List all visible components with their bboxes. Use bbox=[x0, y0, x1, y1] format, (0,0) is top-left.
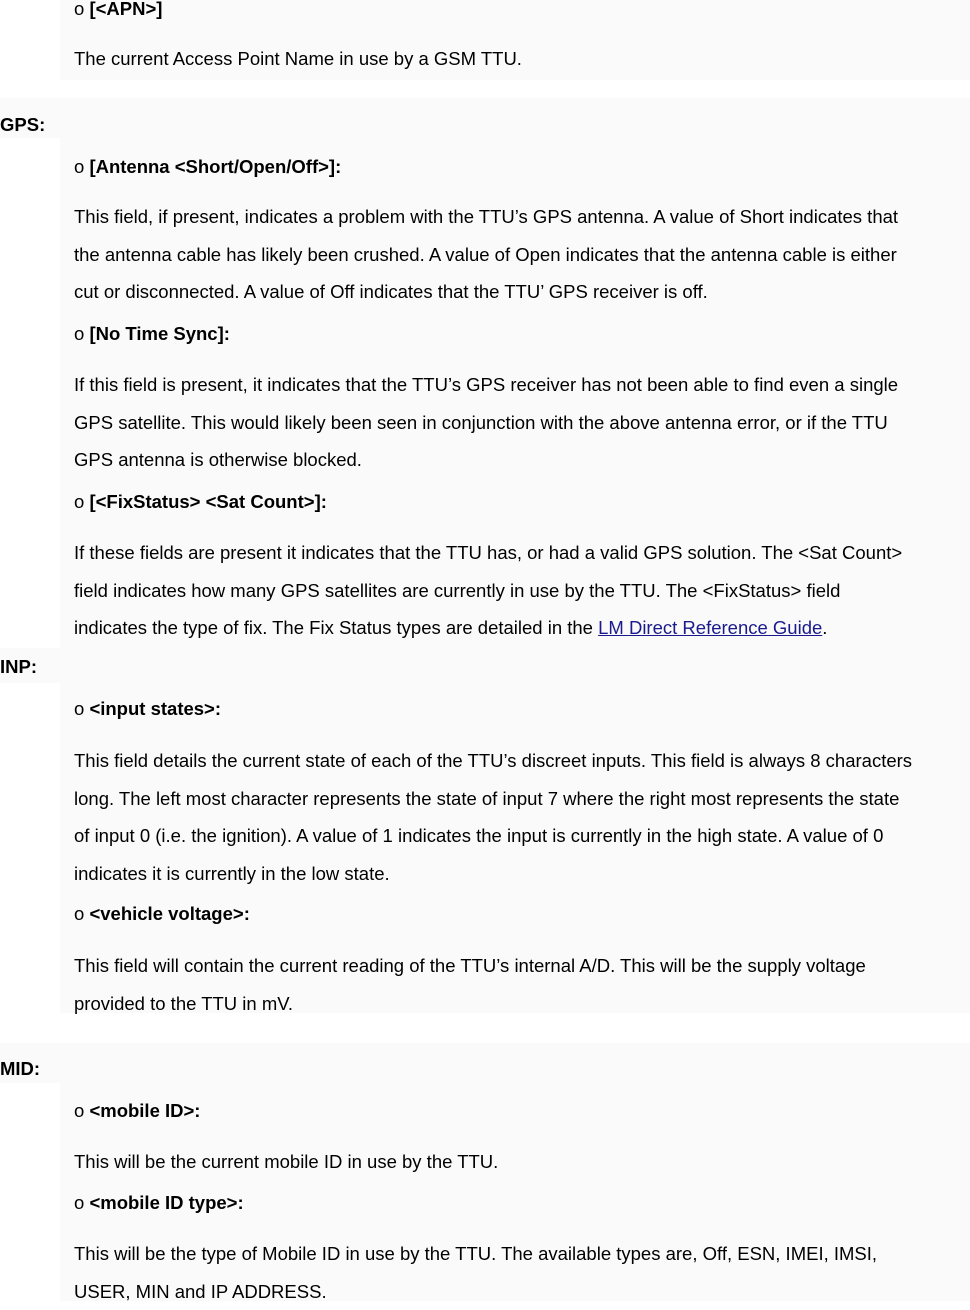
field-description bbox=[74, 1143, 970, 1181]
description-line: This field will contain the current reading of the TTU’s internal A/D. This will be the supply voltage bbox=[74, 947, 970, 985]
field-term: <mobile ID type>: bbox=[89, 1192, 243, 1213]
field-term: [Antenna <Short/Open/Off>]: bbox=[89, 156, 341, 177]
description-line: This will be the type of Mobile ID in use by the TTU. The available types are, Off, ESN, IMEI, IMSI, bbox=[74, 1235, 970, 1273]
field-apn bbox=[74, 0, 162, 20]
field-description bbox=[74, 742, 970, 892]
field-fix-status bbox=[74, 491, 327, 513]
field-description bbox=[74, 534, 970, 647]
section-heading-gps: GPS: bbox=[0, 114, 45, 136]
field-vehicle-voltage bbox=[74, 903, 250, 925]
field-antenna bbox=[74, 156, 341, 178]
field-term: <mobile ID>: bbox=[89, 1100, 200, 1121]
bullet-marker: o bbox=[74, 698, 84, 719]
description-line: USER, MIN and IP ADDRESS. bbox=[74, 1273, 970, 1310]
description-line: of input 0 (i.e. the ignition). A value of 1 indicates the input is currently in the high state. A value of 0 bbox=[74, 817, 970, 855]
bullet-marker: o bbox=[74, 1192, 84, 1213]
field-description bbox=[74, 366, 970, 479]
field-term: <vehicle voltage>: bbox=[89, 903, 249, 924]
field-description bbox=[74, 40, 970, 78]
description-line: provided to the TTU in mV. bbox=[74, 985, 970, 1023]
section-heading-mid: MID: bbox=[0, 1058, 40, 1080]
bullet-marker: o bbox=[74, 0, 84, 19]
description-line: This field, if present, indicates a problem with the TTU’s GPS antenna. A value of Short indicates that bbox=[74, 198, 970, 236]
description-line bbox=[74, 609, 970, 647]
field-term: [<APN>] bbox=[89, 0, 162, 19]
field-term: [No Time Sync]: bbox=[89, 323, 229, 344]
field-no-time-sync bbox=[74, 323, 230, 345]
description-line: This will be the current mobile ID in use by the TTU. bbox=[74, 1143, 970, 1181]
background-band bbox=[0, 98, 970, 138]
bullet-marker: o bbox=[74, 1100, 84, 1121]
field-description bbox=[74, 947, 970, 1022]
field-mobile-id-type bbox=[74, 1192, 244, 1214]
field-mobile-id bbox=[74, 1100, 200, 1122]
description-line: field indicates how many GPS satellites are currently in use by the TTU. The <FixStatus> field bbox=[74, 572, 970, 610]
description-line: If these fields are present it indicates that the TTU has, or had a valid GPS solution. The <Sat Count> bbox=[74, 534, 970, 572]
background-band bbox=[0, 1043, 970, 1083]
section-heading-inp: INP: bbox=[0, 656, 37, 678]
description-line: The current Access Point Name in use by a GSM TTU. bbox=[74, 40, 970, 78]
bullet-marker: o bbox=[74, 156, 84, 177]
description-line: long. The left most character represents the state of input 7 where the right most represents the state bbox=[74, 780, 970, 818]
bullet-marker: o bbox=[74, 491, 84, 512]
field-description bbox=[74, 1235, 970, 1310]
field-description bbox=[74, 198, 970, 311]
description-line: the antenna cable has likely been crushed. A value of Open indicates that the antenna cable is either bbox=[74, 236, 970, 274]
description-line: GPS antenna is otherwise blocked. bbox=[74, 441, 970, 479]
description-line: This field details the current state of each of the TTU’s discreet inputs. This field is always 8 characters bbox=[74, 742, 970, 780]
description-text: . bbox=[822, 617, 827, 638]
reference-guide-link[interactable]: LM Direct Reference Guide bbox=[598, 617, 822, 638]
bullet-marker: o bbox=[74, 323, 84, 344]
description-line: GPS satellite. This would likely been seen in conjunction with the above antenna error, or if the TTU bbox=[74, 404, 970, 442]
field-term: <input states>: bbox=[89, 698, 221, 719]
background-band bbox=[0, 648, 970, 683]
description-text: indicates the type of fix. The Fix Status types are detailed in the bbox=[74, 617, 598, 638]
description-line: indicates it is currently in the low state. bbox=[74, 855, 970, 893]
bullet-marker: o bbox=[74, 903, 84, 924]
field-term: [<FixStatus> <Sat Count>]: bbox=[89, 491, 326, 512]
description-line: If this field is present, it indicates that the TTU’s GPS receiver has not been able to find even a single bbox=[74, 366, 970, 404]
description-line: cut or disconnected. A value of Off indicates that the TTU’ GPS receiver is off. bbox=[74, 273, 970, 311]
field-input-states bbox=[74, 698, 221, 720]
